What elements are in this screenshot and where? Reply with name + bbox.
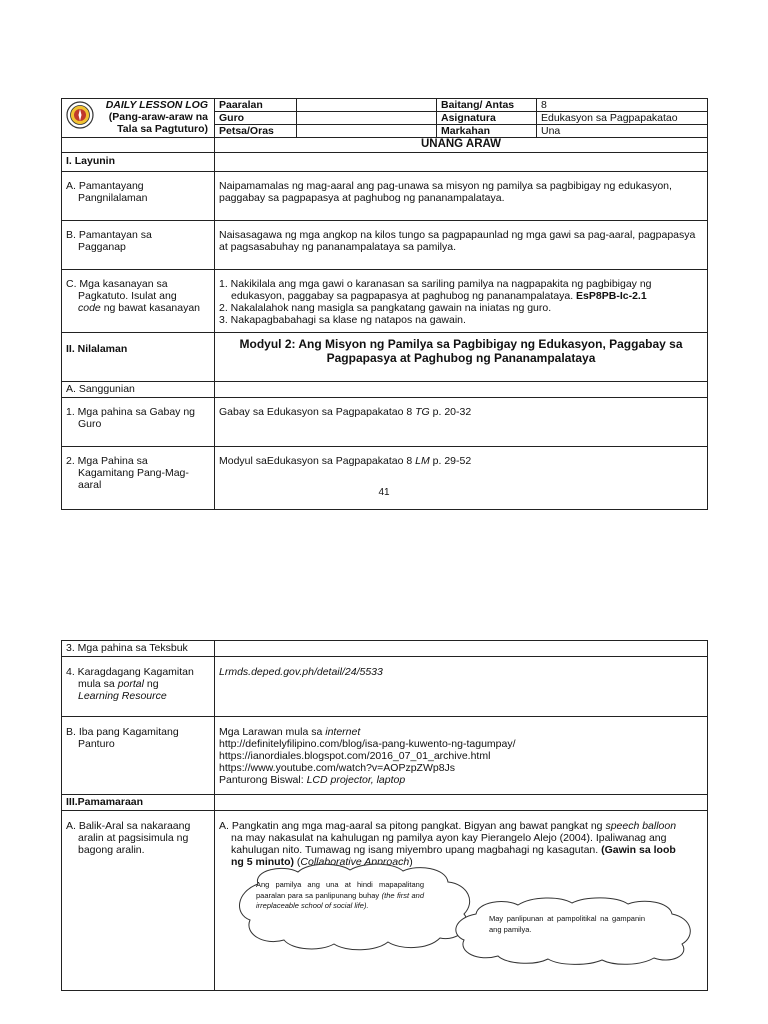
baitang-label: Baitang/ Antas bbox=[437, 99, 537, 112]
balik-aral-label bbox=[62, 811, 215, 991]
b-label-line2: Pagganap bbox=[78, 241, 126, 253]
a-label-line1: A. Pamantayang bbox=[66, 180, 144, 192]
k4-label-portal: portal bbox=[117, 678, 144, 690]
pamamaraan-title: III.Pamamaraan bbox=[62, 795, 215, 811]
mga-larawan-text: Mga Larawan mula sa bbox=[219, 726, 326, 738]
speech-balloon-term: speech balloon bbox=[605, 820, 677, 832]
cloud1-text-b: (the first and irreplaceable school of social life). bbox=[256, 890, 424, 910]
k4-label-c: ng bbox=[143, 678, 159, 690]
cloud1-text-a: Ang pamilya ang una at hindi mapapalitang paaralan para sa panlipunang buhay bbox=[256, 880, 424, 900]
petsa-label: Petsa/Oras bbox=[215, 125, 297, 138]
balik-aral-text-3b: (Gawin sa loob bbox=[601, 844, 676, 856]
petsa-value bbox=[297, 125, 437, 138]
competency-code: EsP8PB-Ic-2.1 bbox=[576, 290, 647, 302]
kasanayan-item-1b: edukasyon, paggabay sa pagpapasya at paghubog ng pananampalataya. bbox=[231, 290, 574, 302]
balik-aral-text-4a: ng 5 minuto) bbox=[231, 856, 294, 868]
teksbuk-label: 3. Mga pahina sa Teksbuk bbox=[62, 641, 215, 657]
kagamitang-mag-aaral-text bbox=[215, 447, 708, 510]
asignatura-value: Edukasyon sa Pagpapakatao bbox=[537, 112, 708, 125]
item1-label-line1: 1. Mga pahina sa Gabay ng bbox=[66, 406, 196, 418]
balik-aral-line3: bagong aralin. bbox=[78, 844, 145, 856]
pamantayang-pangnilalaman-label bbox=[62, 172, 215, 221]
c-label-line2: Pagkatuto. Isulat ang bbox=[78, 290, 177, 302]
item2-label-line2: Kagamitang Pang-Mag- bbox=[78, 467, 189, 479]
modyul-title-line1: Modyul 2: Ang Misyon ng Pamilya sa Pagbibigay ng Edukasyon, Paggabay sa bbox=[239, 337, 683, 351]
k4-label-line1: 4. Karagdagang Kagamitan bbox=[66, 666, 194, 678]
balik-aral-paren-close: ) bbox=[409, 856, 413, 868]
pamantayang-pangnilalaman-text: Naipamamalas ng mag-aaral ang pag-unawa sa misyon ng pamilya sa pagbibigay ng edukasyon, paggabay sa pagpapasya at paghubog ng pananampalataya. bbox=[215, 172, 708, 221]
day-title: UNANG ARAW bbox=[215, 138, 708, 153]
speech-cloud-1-text bbox=[256, 880, 424, 912]
markahan-value: Una bbox=[537, 125, 708, 138]
guro-value bbox=[297, 112, 437, 125]
sanggunian-label: A. Sanggunian bbox=[62, 382, 215, 398]
link-definitelyfilipino[interactable]: http://definitelyfilipino.com/blog/isa-pang-kuwento-ng-tagumpay/ bbox=[219, 738, 516, 750]
dll-line3: Tala sa Pagtuturo) bbox=[117, 123, 208, 135]
lrmds-link[interactable]: Lrmds.deped.gov.ph/detail/24/5533 bbox=[215, 657, 708, 717]
kasanayan-list bbox=[215, 270, 708, 333]
speech-cloud-2-text: May panlipunan at pampolitikal na gampanin ang pamilya. bbox=[489, 914, 645, 934]
item1-tg: TG bbox=[415, 406, 430, 418]
b2-label-line1: B. Iba pang Kagamitang bbox=[66, 726, 179, 738]
link-youtube[interactable]: https://www.youtube.com/watch?v=AOPzpZWp8Js bbox=[219, 762, 456, 774]
balik-aral-text-2: na may nakasulat na kahulugan ng pamilya ayon kay Pierangelo Alejo (2004). Ipaliwanag ang bbox=[231, 832, 667, 844]
k4-label-a: mula sa bbox=[78, 678, 118, 690]
balik-aral-text-3a: kahulugan nito. Tumawag ng isang miyembro upang magbahagi ng kasagutan. bbox=[231, 844, 602, 856]
balik-aral-line2: aralin at pagsisimula ng bbox=[78, 832, 189, 844]
dll-line1: DAILY LESSON LOG bbox=[105, 99, 208, 111]
pamantayan-sa-pagganap-label bbox=[62, 221, 215, 270]
paaralan-label: Paaralan bbox=[215, 99, 297, 112]
layunin-title: I. Layunin bbox=[62, 153, 215, 172]
c-label-code: code bbox=[78, 302, 101, 314]
karagdagang-kagamitan-label bbox=[62, 657, 215, 717]
item2-text: Modyul saEdukasyon sa Pagpapakatao 8 bbox=[219, 455, 416, 467]
kasanayan-label bbox=[62, 270, 215, 333]
balik-aral-text-1a: A. Pangkatin ang mga mag-aaral sa pitong pangkat. Bigyan ang bawat pangkat ng bbox=[219, 820, 606, 832]
modyul-title bbox=[215, 333, 708, 382]
panturong-biswal-value: LCD projector, laptop bbox=[306, 774, 406, 786]
balik-aral-paren-open: ( bbox=[294, 856, 301, 868]
b2-label-line2: Panturo bbox=[78, 738, 115, 750]
gabay-guro-text bbox=[215, 398, 708, 447]
page-number: 41 bbox=[378, 487, 390, 498]
link-ianordiales[interactable]: https://ianordiales.blogspot.com/2016_07_01_archive.html bbox=[219, 750, 491, 762]
nilalaman-title: II. Nilalaman bbox=[62, 333, 215, 382]
a-label-line2: Pangnilalaman bbox=[78, 192, 148, 204]
item1-label-line2: Guro bbox=[78, 418, 102, 430]
item2-label-line3: aaral bbox=[78, 479, 102, 491]
k4-label-line3: Learning Resource bbox=[78, 690, 167, 702]
item1-pages: p. 20-32 bbox=[429, 406, 472, 418]
item2-pages: p. 29-52 bbox=[429, 455, 472, 467]
modyul-title-line2: Pagpapasya at Paghubog ng Pananampalataya bbox=[326, 351, 596, 365]
asignatura-label: Asignatura bbox=[437, 112, 537, 125]
iba-pang-kagamitan-list bbox=[215, 717, 708, 795]
dll-title-cell bbox=[62, 99, 215, 138]
pamantayan-sa-pagganap-text: Naisasagawa ng mga angkop na kilos tungo sa pagpapaunlad ng mga gawi sa pag-aaral, pagpapasya at pagsasabuhay ng pananampalataya sa pamilya. bbox=[215, 221, 708, 270]
kasanayan-item-3: 3. Nakapagbabahagi sa klase ng natapos na gawain. bbox=[219, 314, 466, 326]
panturong-biswal-label: Panturong Biswal: bbox=[219, 774, 307, 786]
item2-label-line1: 2. Mga Pahina sa bbox=[66, 455, 148, 467]
kagamitang-mag-aaral-label bbox=[62, 447, 215, 510]
collaborative-approach: Collaborative Approach bbox=[300, 856, 410, 868]
internet-text: internet bbox=[325, 726, 361, 738]
item2-lm: LM bbox=[415, 455, 430, 467]
deped-seal-icon bbox=[66, 101, 94, 129]
paaralan-value bbox=[297, 99, 437, 112]
iba-pang-kagamitan-label bbox=[62, 717, 215, 795]
c-label-rest: ng bawat kasanayan bbox=[100, 302, 201, 314]
guro-label: Guro bbox=[215, 112, 297, 125]
b-label-line1: B. Pamantayan sa bbox=[66, 229, 152, 241]
kasanayan-item-2: 2. Nakalalahok nang masigla sa pangkatang gawain na iniatas ng guro. bbox=[219, 302, 552, 314]
gabay-guro-label bbox=[62, 398, 215, 447]
lesson-log-table-page1 bbox=[61, 98, 708, 510]
markahan-label: Markahan bbox=[437, 125, 537, 138]
balik-aral-line1: A. Balik-Aral sa nakaraang bbox=[66, 820, 191, 832]
kasanayan-item-1: 1. Nakikilala ang mga gawi o karanasan sa sariling pamilya na nagpapakita ng pagbibigay ng bbox=[219, 278, 652, 290]
c-label-line1: C. Mga kasanayan sa bbox=[66, 278, 168, 290]
dll-line2: (Pang-araw-araw na bbox=[108, 111, 208, 123]
item1-text: Gabay sa Edukasyon sa Pagpapakatao 8 bbox=[219, 406, 416, 418]
baitang-value: 8 bbox=[537, 99, 708, 112]
